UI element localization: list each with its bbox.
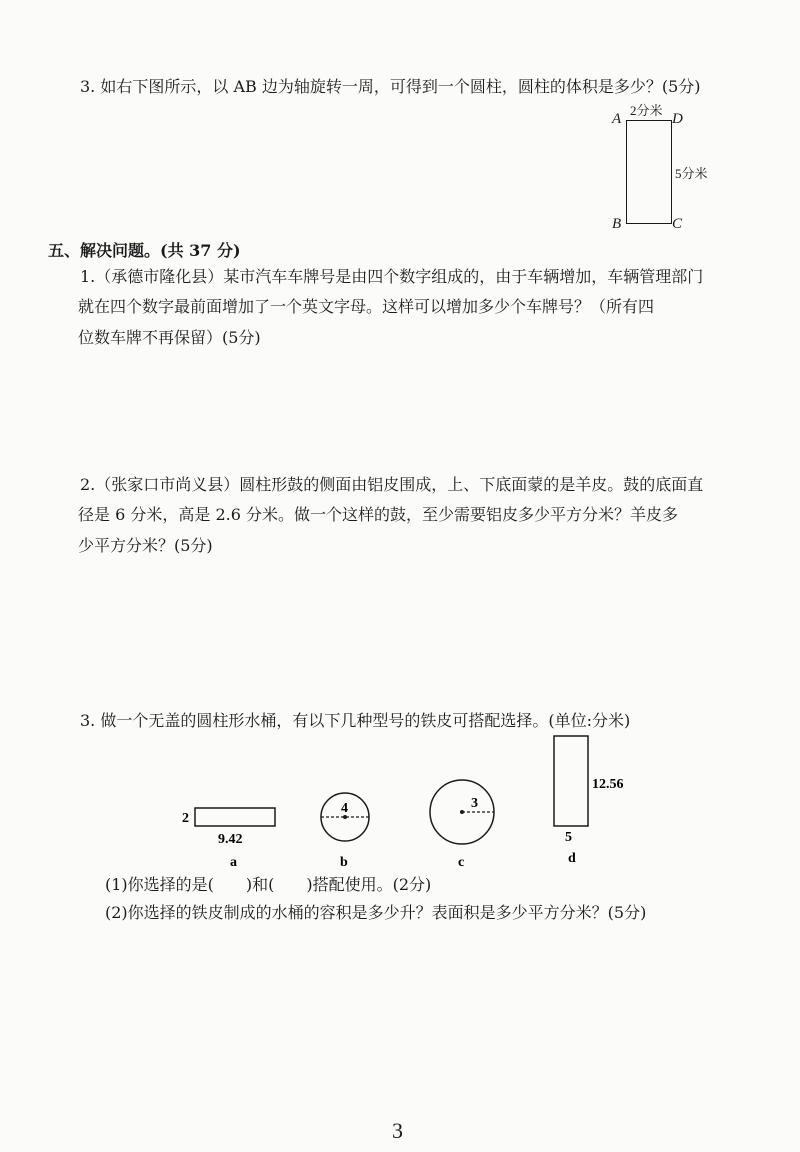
question-3-sub-2: (2)你选择的铁皮制成的水桶的容积是多少升？表面积是多少平方分米？(5分) xyxy=(105,903,647,922)
rectangle-figure xyxy=(608,100,718,235)
label-d: D xyxy=(672,111,683,127)
shape-a-rectangle xyxy=(195,808,275,826)
question-1-line-2: 就在四个数字最前面增加了一个英文字母。这样可以增加多少个车牌号？（所有四 xyxy=(78,297,655,317)
shape-d-caption: d xyxy=(568,851,576,866)
shape-a-caption: a xyxy=(230,855,237,870)
shape-b-caption: b xyxy=(340,855,348,870)
shape-a-height-label: 2 xyxy=(182,811,189,826)
shape-c xyxy=(430,780,494,870)
shape-d-height-label: 12.56 xyxy=(592,777,624,792)
label-top-length: 2分米 xyxy=(630,103,663,118)
question-2-line-1: 2.（张家口市尚义县）圆柱形鼓的侧面由铝皮围成，上、下底面蒙的是羊皮。鼓的底面直 xyxy=(80,475,704,494)
shape-d-rectangle xyxy=(554,736,588,826)
question-2-line-3: 少平方分米？(5分) xyxy=(78,535,213,555)
shape-c-caption: c xyxy=(458,855,465,870)
label-c: C xyxy=(672,216,683,232)
shape-b xyxy=(321,793,369,870)
shape-a xyxy=(182,808,275,870)
label-a: A xyxy=(612,111,622,127)
shape-c-radius-label: 3 xyxy=(471,796,478,811)
shape-d-width-label: 5 xyxy=(565,830,572,845)
page-number: 3 xyxy=(392,1118,403,1143)
iron-sheet-figures xyxy=(170,728,630,878)
label-side-length: 5分米 xyxy=(675,166,708,181)
question-1-line-3: 位数车牌不再保留）(5分) xyxy=(78,327,261,347)
question-1-line-1: 1.（承德市隆化县）某市汽车车牌号是由四个数字组成的，由于车辆增加，车辆管理部门 xyxy=(80,267,704,286)
shape-c-center xyxy=(460,810,464,814)
section-heading: 五、解决问题。(共 37 分) xyxy=(48,241,241,260)
question-3-sub-1: (1)你选择的是( )和( )搭配使用。(2分) xyxy=(105,875,432,894)
question-1 xyxy=(80,262,780,353)
rectangle-abcd xyxy=(626,120,672,224)
question-3-intro: 3. 做一个无盖的圆柱形水桶，有以下几种型号的铁皮可搭配选择。(单位:分米) xyxy=(80,711,631,730)
label-b: B xyxy=(612,216,622,232)
question-3-prev-text: 3. 如右下图所示，以 AB 边为轴旋转一周，可得到一个圆柱，圆柱的体积是多少？(5分) xyxy=(80,77,701,96)
question-2-line-2: 径是 6 分米，高是 2.6 分米。做一个这样的鼓，至少需要铝皮多少平方分米？羊皮多 xyxy=(78,505,678,525)
question-2 xyxy=(80,470,780,561)
shape-d xyxy=(554,736,624,866)
shape-a-length-label: 9.42 xyxy=(218,832,243,847)
shape-b-diameter-label: 4 xyxy=(341,801,348,816)
